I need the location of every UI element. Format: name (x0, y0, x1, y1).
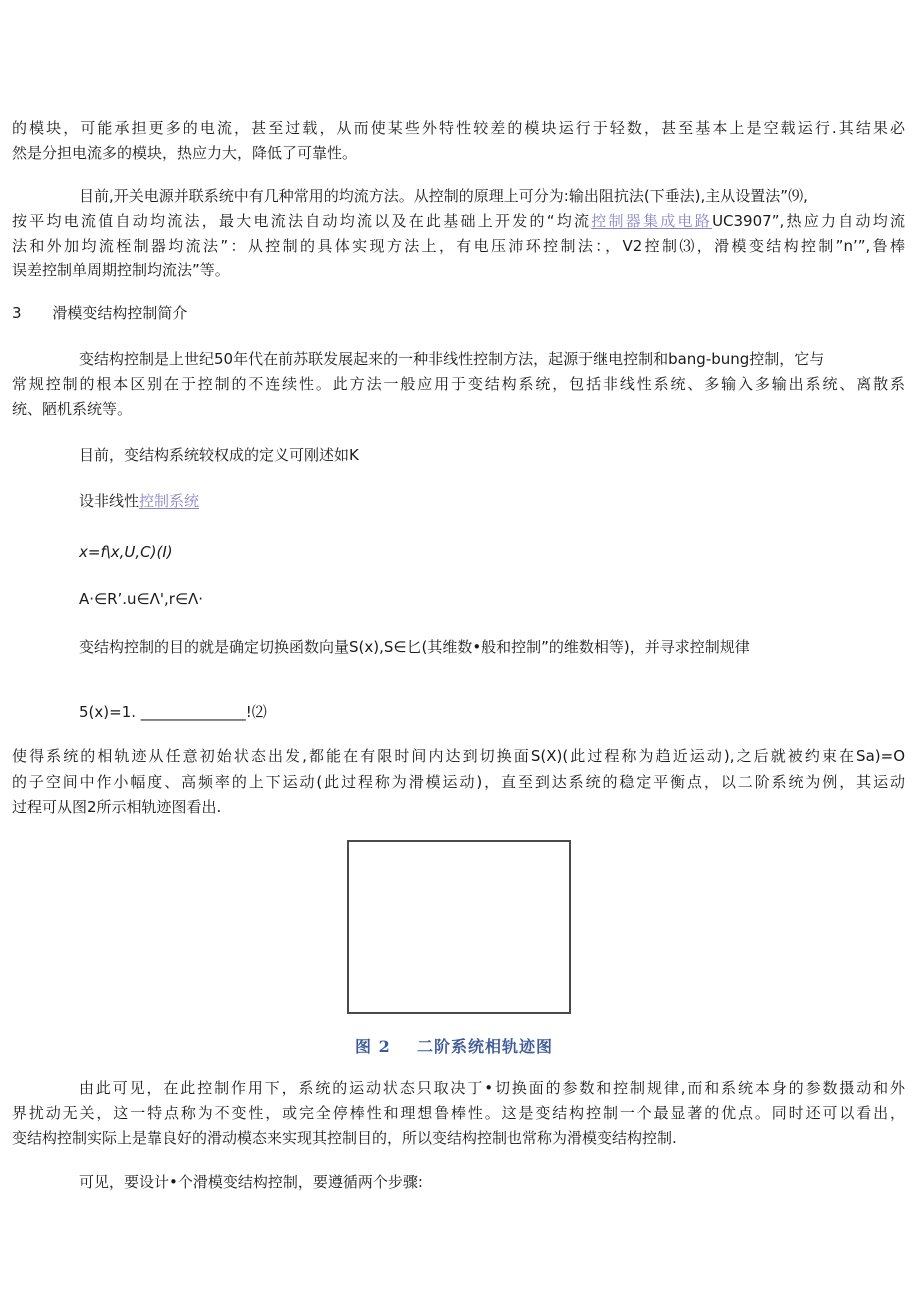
paragraph-line: 误差控制单周期控制均流法”等。 (12, 261, 230, 279)
paragraph-line: 由此可见，在此控制作用下，系统的运动状态只取决丁•切换面的参数和控制规律,而和系统本身的参数摄动和外 (79, 1079, 905, 1097)
paragraph-text: UC3907”,热应力自动均流 (712, 212, 905, 230)
paragraph-line: 目前,开关电源并联系统中有几种常用的均流方法。从控制的原理上可分为:输出阻抗法(下垂法),主从设置法”⑼, (79, 187, 808, 205)
paragraph-line: 使得系统的相轨迹从任意初始状态出发,都能在有限时间内达到切换面S(X)(此过程称为趋近运动),之后就被约束在Sa)=O (12, 747, 905, 765)
paragraph-line (12, 211, 905, 231)
paragraph-line: 的子空间中作小幅度、高频率的上下运动(此过程称为滑模运动)，直至到达系统的稳定平衡点，以二阶系统为例，其运动 (12, 773, 905, 791)
paragraph-text: 按平均电流值自动均流法，最大电流法自动均流以及在此基础上开发的“均流 (12, 212, 592, 230)
paragraph-line: 法和外加均流桎制器均流法”：从控制的具体实现方法上，有电压沛环控制法：，V2控制⑶，滑模变结构控制”n’”,鲁棒 (12, 237, 905, 255)
paragraph-line: 变结构控制实际上是靠良好的滑动模态来实现其控制目的，所以变结构控制也常称为滑模变结构控制. (12, 1129, 677, 1147)
section-heading (12, 303, 187, 323)
paragraph-text: 设非线性 (79, 492, 140, 510)
equation-1: x=f\x,U,C)(I) (79, 543, 173, 561)
paragraph-line (79, 491, 199, 511)
section-title: 滑模变结构控制简介 (52, 304, 188, 322)
paragraph-line: 统、陋机系统等。 (12, 400, 133, 418)
paragraph-line: 目前，变结构系统较权成的定义可刚述如K (79, 446, 359, 464)
paragraph-line: 然是分担电流多的模块，热应力大，降低了可靠性。 (12, 144, 358, 162)
link-ic-controller[interactable]: 控制器集成电路 (591, 212, 713, 230)
paragraph-line: 变结构控制的目的就是确定切换函数向量S(x),S∈匕(其维数•般和控制”的维数相等)，并寻求控制规律 (79, 638, 750, 656)
paragraph-line: 可见，要设计•个滑模变结构控制，要遵循两个步骤: (79, 1173, 423, 1191)
paragraph-line: 变结构控制是上世纪50年代在前苏联发展起来的一种非线性控制方法，起源于继电控制和bang-bung控制，它与 (79, 350, 825, 368)
paragraph-line: 的模块，可能承担更多的电流，甚至过载，从而使某些外特性较差的模块运行于轻数，甚至基本上是空载运行.其结果必 (12, 119, 905, 137)
figure-image (347, 840, 571, 1014)
equation-2: A·∈R’.u∈Λ',r∈Λ· (79, 590, 204, 608)
section-number: 3 (12, 304, 22, 322)
paragraph-line: 过程可从图2所示相轨迹图看出. (12, 798, 222, 816)
paragraph-line: 常规控制的根本区别在于控制的不连续性。此方法一般应用于变结构系统，包括非线性系统、多输入多输出系统、离散系 (12, 375, 905, 393)
paragraph-line: 界扰动无关，这一特点称为不变性，或完全停棒性和理想鲁棒性。这是变结构控制一个最显著的优点。同时还可以看出， (12, 1104, 905, 1122)
equation-3: 5(x)=1. ______________!⑵ (79, 703, 267, 721)
figure-caption: 图 2 二阶系统相轨迹图 (355, 1037, 553, 1056)
link-control-system[interactable]: 控制系统 (139, 492, 200, 510)
